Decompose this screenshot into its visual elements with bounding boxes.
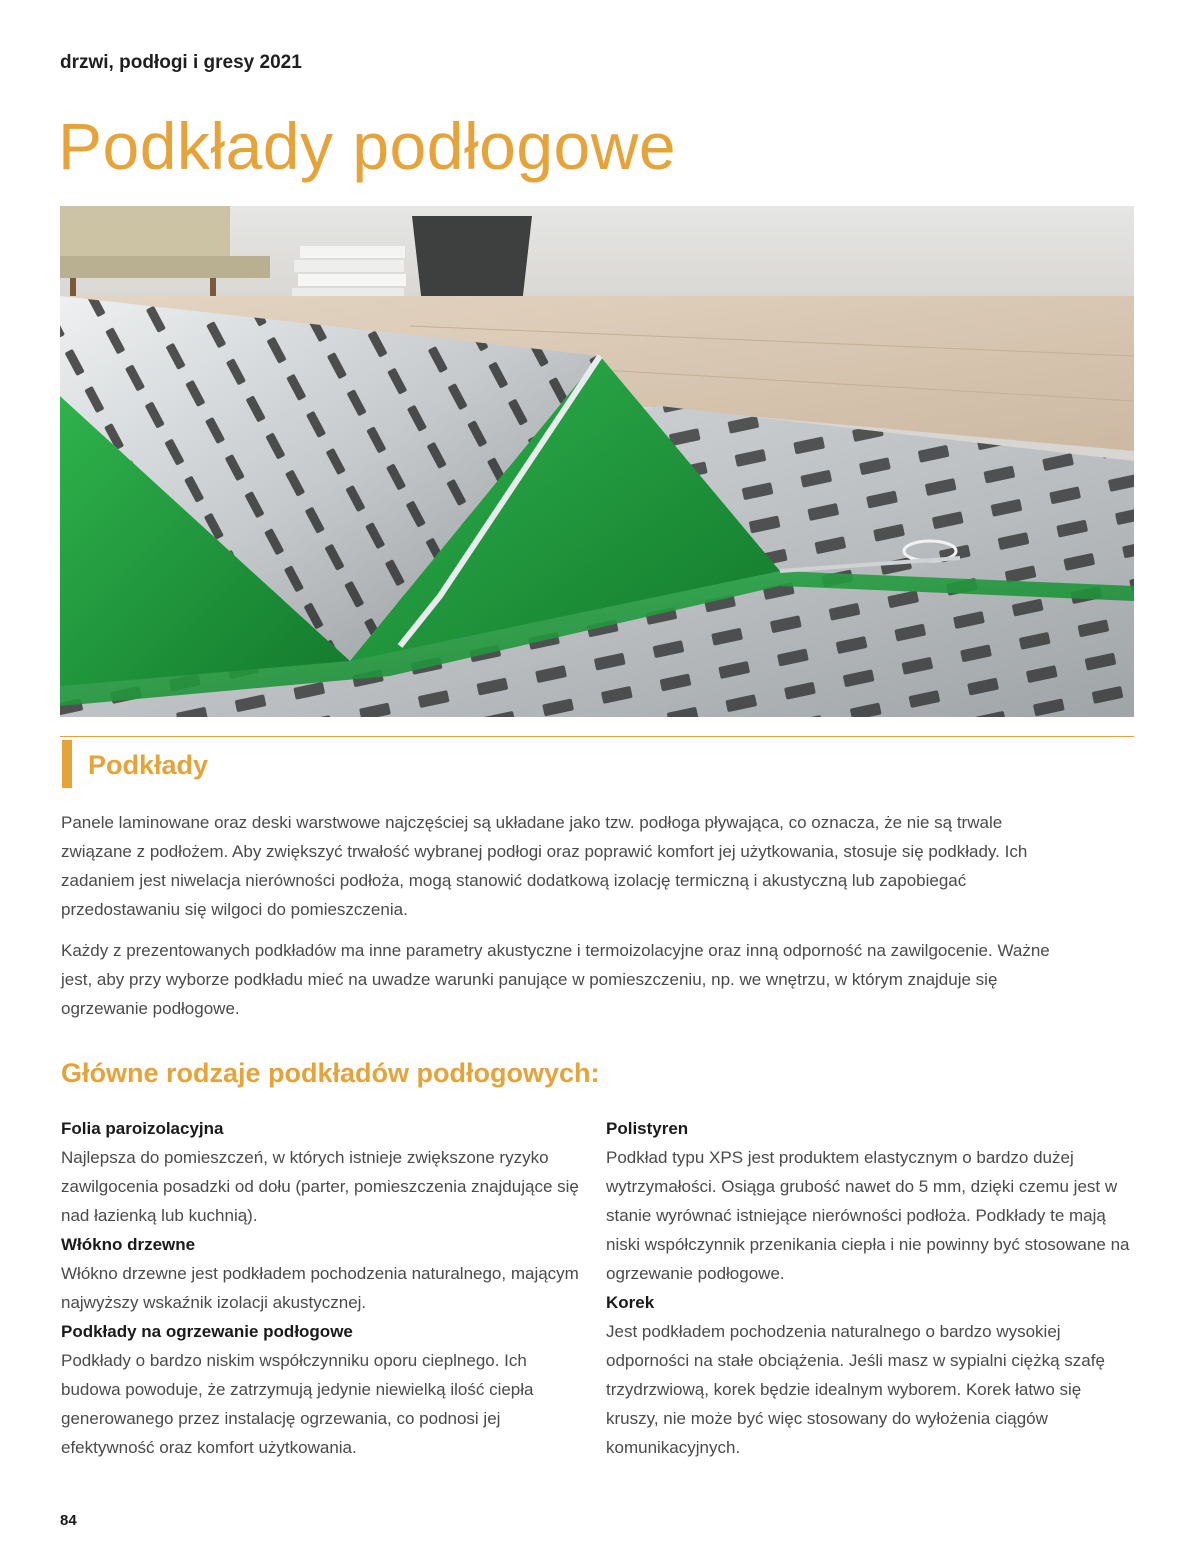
type-item bbox=[61, 1114, 591, 1230]
hero-image bbox=[60, 206, 1134, 717]
type-description: Najlepsza do pomieszczeń, w których istnieje zwiększone ryzyko zawilgocenia posadzki od dołu (parter, pomieszczenia znajdujące się nad łazienką lub kuchnią). bbox=[61, 1148, 579, 1225]
type-name: Podkłady na ogrzewanie podłogowe bbox=[61, 1322, 353, 1341]
type-item bbox=[606, 1288, 1136, 1462]
page-title: Podkłady podłogowe bbox=[58, 109, 677, 183]
type-item bbox=[61, 1317, 591, 1462]
type-item bbox=[606, 1114, 1136, 1288]
type-name: Korek bbox=[606, 1293, 655, 1312]
type-description: Podkłady o bardzo niskim współczynniku oporu cieplnego. Ich budowa powoduje, że zatrzymują jedynie niewielką ilość ciepła generowanego przez instalację ogrzewania, co podnosi jej efektywność oraz komfort użytkowania. bbox=[61, 1351, 534, 1457]
type-description: Podkład typu XPS jest produktem elastycznym o bardzo dużej wytrzymałości. Osiąga grubość nawet do 5 mm, dzięki czemu jest w stanie wyrównać istniejące nierówności podłoża. Podkłady te mają niski współczynnik przenikania ciepła i nie powinny być stosowane na ogrzewanie podłogowe. bbox=[606, 1148, 1130, 1283]
section-accent-bar bbox=[62, 740, 72, 788]
intro-paragraph: Każdy z prezentowanych podkładów ma inne parametry akustyczne i termoizolacyjne oraz inną odporność na zawilgocenie. Ważne jest, aby przy wyborze podkładu mieć na uwadze warunki panujące w pomieszczeniu, np. we wnętrzu, w którym znajduje się ogrzewanie podłogowe. bbox=[61, 941, 1050, 1018]
intro-text bbox=[61, 808, 1051, 1035]
types-column-left bbox=[61, 1114, 591, 1462]
section-title: Podkłady bbox=[88, 750, 209, 780]
type-name: Włókno drzewne bbox=[61, 1235, 196, 1254]
types-column-right bbox=[606, 1114, 1136, 1462]
catalog-kicker: drzwi, podłogi i gresy 2021 bbox=[60, 52, 302, 73]
section-divider bbox=[60, 736, 1134, 737]
types-heading: Główne rodzaje podkładów podłogowych: bbox=[61, 1058, 600, 1088]
type-name: Polistyren bbox=[606, 1119, 689, 1138]
type-description: Włókno drzewne jest podkładem pochodzenia naturalnego, mającym najwyższy wskaźnik izolacji akustycznej. bbox=[61, 1264, 579, 1312]
type-name: Folia paroizolacyjna bbox=[61, 1119, 224, 1138]
type-item bbox=[61, 1230, 591, 1317]
type-description: Jest podkładem pochodzenia naturalnego o bardzo wysokiej odporności na stałe obciążenia. Jeśli masz w sypialni ciężką szafę trzydrzwiową, korek będzie idealnym wyborem. Korek łatwo się kruszy, nie może być więc stosowany do wyłożenia ciągów komunikacyjnych. bbox=[606, 1322, 1105, 1457]
intro-paragraph: Panele laminowane oraz deski warstwowe najczęściej są układane jako tzw. podłoga pływająca, co oznacza, że nie są trwale związane z podłożem. Aby zwiększyć trwałość wybranej podłogi oraz poprawić komfort jej użytkowania, stosuje się podkłady. Ich zadaniem jest niwelacja nierówności podłoża, mogą stanowić dodatkową izolację termiczną i akustyczną lub zapobiegać przedostawaniu się wilgoci do pomieszczenia. bbox=[61, 813, 1028, 919]
page-number: 84 bbox=[60, 1512, 77, 1529]
